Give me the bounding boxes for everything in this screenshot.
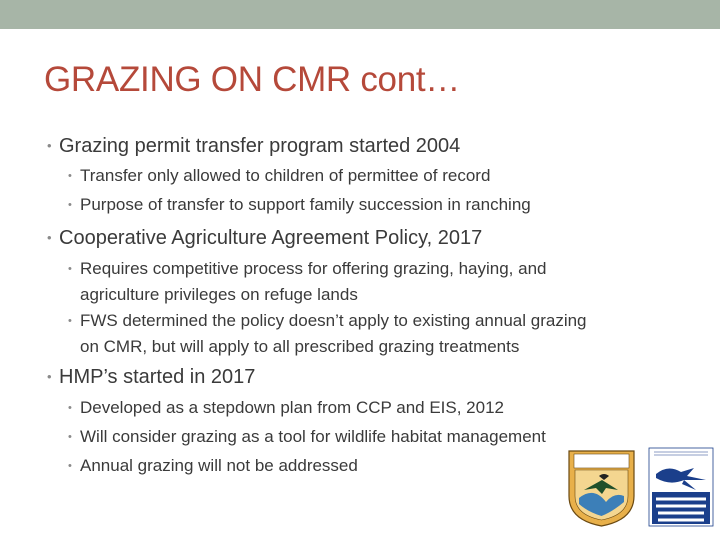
fws-shield-logo <box>569 451 634 526</box>
bullet-text-line1: Requires competitive process for offering grazing, haying, and <box>80 259 547 278</box>
bullet-dot-icon: • <box>47 369 52 384</box>
bullet-text: HMP’s started in 2017 <box>59 366 256 388</box>
slide-title: GRAZING ON CMR cont… <box>44 60 460 99</box>
agency-logos <box>566 446 716 528</box>
bullet-level2-annual-grazing <box>68 453 358 479</box>
bullet-text-line1: FWS determined the policy doesn’t apply to existing annual grazing <box>80 311 587 330</box>
bullet-level2-purpose-of-transfer <box>68 192 531 218</box>
bullet-text: Annual grazing will not be addressed <box>80 456 358 475</box>
bullet-dot-icon: • <box>68 170 72 182</box>
bullet-level2-transfer-only <box>68 163 491 189</box>
nwrs-logo <box>649 448 713 526</box>
bullet-dot-icon: • <box>68 431 72 443</box>
bullet-text-line2: on CMR, but will apply to all prescribed grazing treatments <box>80 337 520 356</box>
bullet-level1-cooperative-agriculture <box>47 226 483 250</box>
bullet-dot-icon: • <box>68 263 72 275</box>
bullet-text: Grazing permit transfer program started 2004 <box>59 135 461 157</box>
bullet-dot-icon: • <box>47 230 52 245</box>
bullet-level2-fws-determined <box>68 308 587 360</box>
bullet-dot-icon: • <box>68 199 72 211</box>
bullet-dot-icon: • <box>68 402 72 414</box>
bullet-text: Purpose of transfer to support family succession in ranching <box>80 195 531 214</box>
bullet-dot-icon: • <box>68 460 72 472</box>
bullet-dot-icon: • <box>68 315 72 327</box>
bullet-level2-requires-competitive <box>68 256 547 308</box>
bullet-dot-icon: • <box>47 138 52 153</box>
bullet-text-line2: agriculture privileges on refuge lands <box>80 285 358 304</box>
bullet-text: Cooperative Agriculture Agreement Policy, 2017 <box>59 227 483 249</box>
bullet-level1-hmp-started <box>47 365 256 389</box>
bullet-level1-grazing-permit <box>47 134 461 158</box>
bullet-level2-developed-stepdown <box>68 395 505 421</box>
bullet-level2-consider-grazing <box>68 424 546 450</box>
bullet-text: Will consider grazing as a tool for wildlife habitat management <box>80 427 546 446</box>
bullet-text: Developed as a stepdown plan from CCP and EIS, 2012 <box>80 398 505 417</box>
bullet-text: Transfer only allowed to children of permittee of record <box>80 166 491 185</box>
